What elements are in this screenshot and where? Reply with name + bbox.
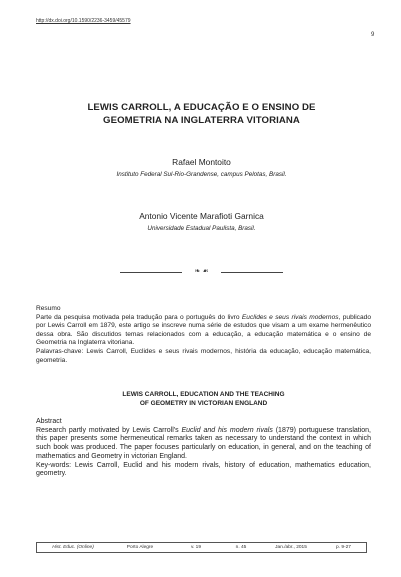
author-name-1: Rafael Montoito [172, 157, 231, 167]
book-title-pt: Euclides e seus rivais modernos [241, 313, 339, 321]
footer-city: Porto Alegre [126, 545, 154, 550]
resumo-heading: Resumo [36, 305, 61, 312]
ornament-line-right [221, 272, 283, 273]
footer-number: n. 45 [235, 545, 247, 550]
article-title-english [36, 391, 371, 408]
fleuron-icon: ❧ ☙ [194, 268, 209, 275]
author-name-2: Antonio Vicente Marafioti Garnica [139, 211, 264, 221]
author-affiliation-1: Instituto Federal Sul-Rio-Grandense, campus Pelotas, Brasil. [116, 171, 287, 178]
author-affiliation-2: Universidade Estadual Paulista, Brasil. [147, 225, 256, 232]
resumo-text: Parte da pesquisa motivada pela tradução para o português do livro Euclides e seus rivais modernos, publicado por Lewis Carroll em 1879, este artigo se inscreve numa série de estudos que visam a um exame hermenêutico dessa obra. São discutidos temas relacionados com a educação, a educação matemática e o ensino de Geometria na Inglaterra vitoriana. [36, 313, 371, 347]
footer-date: Jan./abr., 2015 [275, 545, 307, 550]
abstract-keywords: Key-words: Lewis Carroll, Euclid and his modern rivals, history of education, mathematics education, geometry. [36, 461, 371, 478]
footer-volume: v. 19 [190, 545, 202, 550]
en-title-line-2: OF GEOMETRY IN VICTORIAN ENGLAND [139, 399, 268, 407]
doi-link[interactable]: http://dx.doi.org/10.1590/2236-3459/45579 [36, 18, 131, 24]
title-line-1: LEWIS CARROLL, A EDUCAÇÃO E O ENSINO DE [87, 102, 316, 113]
abstract-text: Research partly motivated by Lewis Carroll's Euclid and his modern rivals (1879) portuguese translation, this paper presents some hermeneutical remarks taken as necessary to understand the context in which such book was produced. The paper focuses particularly on education, in general, and on the teaching of mathematics and Geometry in victorian England. [36, 426, 371, 460]
ornament-line-left [120, 272, 182, 273]
resumo-section [36, 305, 371, 365]
title-line-2: GEOMETRIA NA INGLATERRA VITORIANA [103, 115, 300, 126]
citation-footer [36, 542, 367, 553]
page-number: 9 [371, 32, 375, 38]
abstract-heading: Abstract [36, 418, 62, 425]
en-title-line-1: LEWIS CARROLL, EDUCATION AND THE TEACHING [122, 391, 285, 398]
resumo-keywords: Palavras-chave: Lewis Carroll, Euclides e seus rivais modernos, história da educação, educação matemática, geometria. [36, 347, 371, 364]
section-ornament [120, 268, 283, 276]
footer-pages: p. 9-27 [336, 545, 351, 550]
article-title-portuguese [30, 101, 373, 127]
footer-journal: Hist. Educ. (Online) [52, 545, 94, 550]
abstract-section [36, 418, 371, 479]
book-title-en: Euclid and his modern rivals [181, 426, 273, 434]
